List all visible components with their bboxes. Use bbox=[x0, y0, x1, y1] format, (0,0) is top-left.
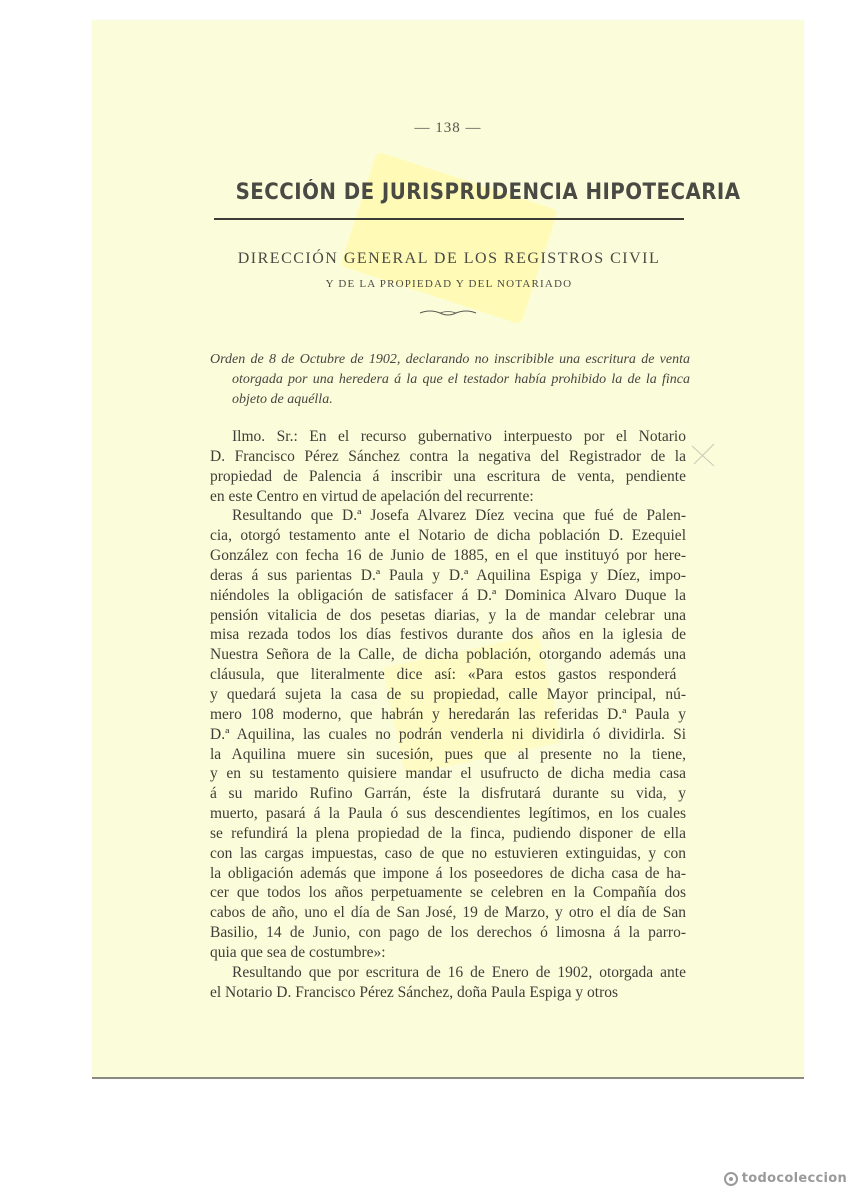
document-page bbox=[92, 20, 804, 1079]
body-line: en este Centro en virtud de apelación del recurrente: bbox=[210, 487, 534, 505]
body-line: á su marido Rufino Garrán, éste la disfrutará durante su vida, y bbox=[210, 785, 686, 803]
pencil-cross-mark bbox=[688, 440, 718, 470]
body-line: quia que sea de costumbre»: bbox=[210, 943, 386, 961]
body-line: con las cargas impuestas, caso de que no estuvieren extinguidas, y con bbox=[210, 844, 686, 862]
body-line: cia, otorgó testamento ante el Notario de dicha población D. Ezequiel bbox=[210, 527, 686, 545]
body-line: pensión vitalicia de dos pesetas diarias, y la de mandar celebrar una bbox=[210, 606, 686, 624]
ornament-divider bbox=[418, 308, 478, 318]
body-line: D. Francisco Pérez Sánchez contra la negativa del Registrador de la bbox=[210, 447, 686, 465]
body-line: muerto, pasará á la Paula ó sus descendientes legítimos, en los cuales bbox=[210, 805, 686, 823]
direction-title: DIRECCIÓN GENERAL DE LOS REGISTROS CIVIL bbox=[237, 250, 661, 267]
body-line: Resultando que D.ª Josefa Alvarez Díez vecina que fué de Palen- bbox=[232, 507, 686, 525]
title-rule bbox=[214, 218, 684, 220]
body-line: González con fecha 16 de Junio de 1885, en el que instituyó por here- bbox=[210, 547, 686, 565]
body-line: cabos de año, uno el día de San José, 19 de Marzo, y otro el día de San bbox=[210, 904, 686, 922]
body-line: Nuestra Señora de la Calle, de dicha población, otorgando además una bbox=[210, 646, 686, 664]
page-number: — 138 — bbox=[414, 120, 482, 136]
body-line: niéndoles la obligación de satisfacer á D.ª Dominica Alvaro Duque la bbox=[210, 586, 686, 604]
logo-text: todocoleccion bbox=[741, 1171, 847, 1186]
body-line: se refundirá la plena propiedad de la finca, pudiendo disponer de ella bbox=[210, 824, 686, 842]
body-line: deras á sus parientas D.ª Paula y D.ª Aquilina Espiga y Díez, impo- bbox=[210, 566, 686, 584]
section-title: SECCIÓN DE JURISPRUDENCIA HIPOTECARIA bbox=[235, 180, 741, 205]
todocoleccion-logo bbox=[724, 1171, 847, 1186]
body-line: misa rezada todos los días festivos durante dos años en la iglesia de bbox=[210, 626, 686, 644]
body-line: Ilmo. Sr.: En el recurso gubernativo interpuesto por el Notario bbox=[232, 428, 686, 445]
body-line: D.ª Aquilina, las cuales no podrán venderla ni dividirla ó dividirla. Si bbox=[210, 725, 686, 743]
body-line: cláusula, que literalmente dice así: «Para estos gastos responderá bbox=[210, 666, 677, 684]
body-line: y en su testamento quisiere mandar el usufructo de dicha media casa bbox=[210, 765, 686, 783]
direction-subtitle: Y DE LA PROPIEDAD Y DEL NOTARIADO bbox=[325, 278, 573, 290]
order-summary bbox=[210, 350, 690, 410]
body-line: Basilio, 14 de Junio, con pago de los derechos ó limosna á la parro- bbox=[210, 924, 686, 942]
body-line: cer que todos los años perpetuamente se celebren en la Compañía dos bbox=[210, 884, 686, 902]
body-line: mero 108 moderno, que habrán y heredarán las referidas D.ª Paula y bbox=[210, 705, 686, 723]
body-line: y quedará sujeta la casa de su propiedad, calle Mayor principal, nú- bbox=[210, 685, 686, 703]
order-text: Orden de 8 de Octubre de 1902, declarando no inscribible una escritura de venta otorgada por una heredera á la que el testador había prohibido la de la finca objeto de aquélla. bbox=[210, 352, 690, 407]
body-line: propiedad de Palencia á inscribir una escritura de venta, pendiente bbox=[210, 467, 686, 485]
highlight-mark bbox=[340, 152, 558, 325]
body-line: la obligación además que impone á los poseedores de dicha casa de ha- bbox=[210, 864, 686, 882]
body-line: la Aquilina muere sin sucesión, pues que al presente no la tiene, bbox=[210, 745, 686, 763]
logo-mark-icon bbox=[724, 1172, 738, 1186]
body-line: el Notario D. Francisco Pérez Sánchez, doña Paula Espiga y otros bbox=[210, 983, 619, 1001]
body-text bbox=[210, 427, 686, 1002]
body-line: Resultando que por escritura de 16 de Enero de 1902, otorgada ante bbox=[232, 963, 686, 981]
